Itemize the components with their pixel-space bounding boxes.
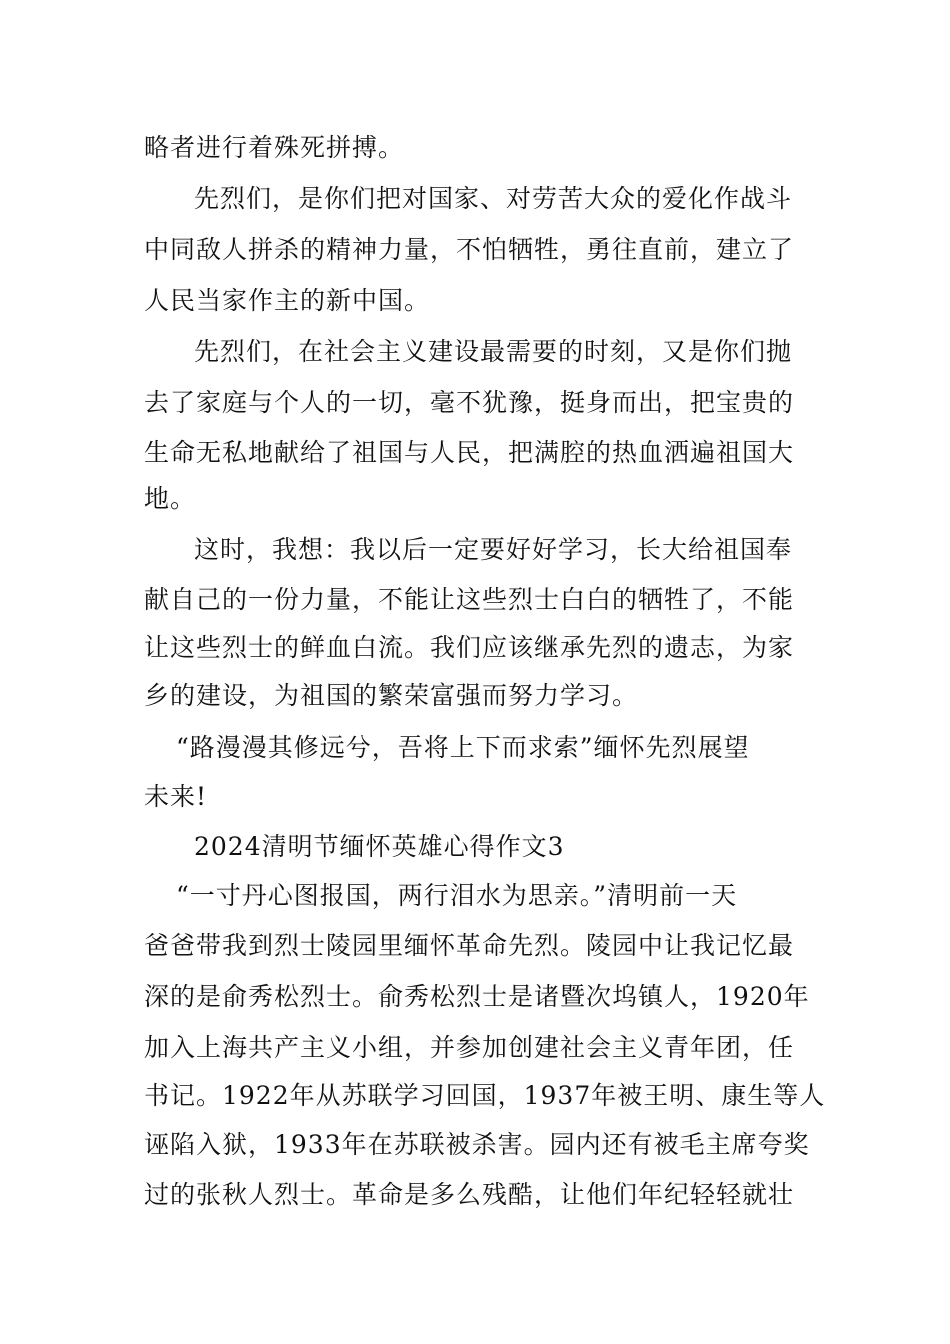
text-line: 加入上海共产主义小组，并参加创建社会主义青年团，任 bbox=[144, 1033, 795, 1062]
text-line: 人民当家作主的新中国。 bbox=[144, 286, 431, 315]
paragraph-start-line: 先烈们，在社会主义建设最需要的时刻，又是你们抛 bbox=[194, 337, 793, 366]
text-line: 略者进行着殊死拼搏。 bbox=[144, 133, 405, 162]
text-line: 书记。1922年从苏联学习回国，1937年被王明、康生等人 bbox=[144, 1081, 826, 1110]
text-line: 中同敌人拼杀的精神力量，不怕牺牲，勇往直前，建立了 bbox=[144, 235, 795, 264]
text-line: 让这些烈士的鲜血白流。我们应该继承先烈的遗志，为家 bbox=[144, 633, 795, 662]
paragraph-start-line: “路漫漫其修远兮，吾将上下而求索”缅怀先烈展望 bbox=[176, 733, 750, 762]
text-line: 爸爸带我到烈士陵园里缅怀革命先烈。陵园中让我记忆最 bbox=[144, 931, 795, 960]
text-line: 献自己的一份力量，不能让这些烈士白白的牺牲了，不能 bbox=[144, 585, 795, 614]
paragraph-start-line: 先烈们，是你们把对国家、对劳苦大众的爱化作战斗 bbox=[194, 184, 793, 213]
section-title: 2024清明节缅怀英雄心得作文3 bbox=[194, 832, 565, 861]
text-line: 过的张秋人烈士。革命是多么残酷，让他们年纪轻轻就壮 bbox=[144, 1180, 795, 1209]
text-line: 乡的建设，为祖国的繁荣富强而努力学习。 bbox=[144, 681, 639, 710]
paragraph-start-line: “一寸丹心图报国，两行泪水为思亲。”清明前一天 bbox=[176, 881, 738, 910]
text-line: 深的是俞秀松烈士。俞秀松烈士是诸暨次坞镇人，1920年 bbox=[144, 982, 810, 1011]
text-line: 去了家庭与个人的一切，毫不犹豫，挺身而出，把宝贵的 bbox=[144, 388, 795, 417]
paragraph-start-line: 这时，我想：我以后一定要好好学习，长大给祖国奉 bbox=[194, 535, 793, 564]
text-line: 诬陷入狱，1933年在苏联被杀害。园内还有被毛主席夸奖 bbox=[144, 1130, 810, 1159]
text-line: 未来! bbox=[144, 782, 208, 811]
text-line: 地。 bbox=[144, 484, 197, 513]
text-line: 生命无私地献给了祖国与人民，把满腔的热血洒遍祖国大 bbox=[144, 438, 795, 467]
